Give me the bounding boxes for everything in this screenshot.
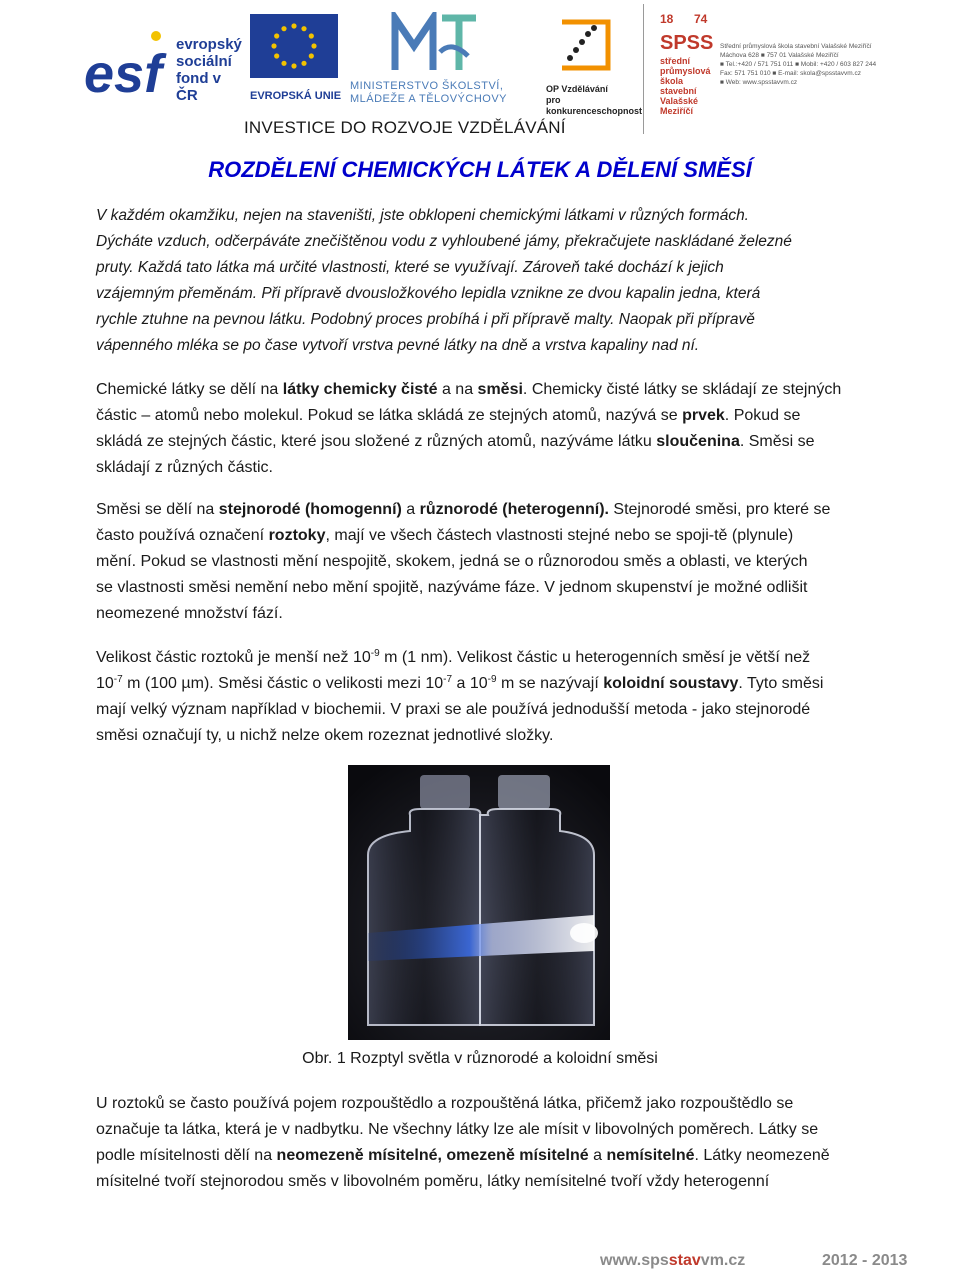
eu-star-icon	[301, 26, 306, 31]
spss-sub3: Valašské Meziříčí	[660, 96, 699, 116]
intro-line: vápenného mléka se po čase vytvoří vrstva pevné látky na dně a vrstva kapaliny nad ní.	[96, 337, 700, 354]
paragraph-solvents	[96, 1091, 876, 1195]
msmt-logo	[350, 10, 550, 110]
msmt-line2: MLÁDEŽE A TĚLOVÝCHOVY	[350, 93, 508, 105]
page-title: ROZDĚLENÍ CHEMICKÝCH LÁTEK A DĚLENÍ SMĚSÍ	[208, 157, 752, 182]
msmt-text	[350, 80, 560, 106]
paragraph-mixtures	[96, 497, 876, 627]
paragraph-line: směsi označují ty, u nichž nelze okem rozeznat jednotlivé složky.	[96, 727, 554, 744]
intro-line: pruty. Každá tato látka má určité vlastnosti, které se využívají. Zároveň také dochází k jejich	[96, 259, 724, 276]
page-footer	[0, 1240, 960, 1280]
spss-year-left: 18	[660, 12, 674, 26]
eu-flag-icon	[250, 14, 338, 78]
eu-star-icon	[274, 33, 279, 38]
intro-line: Dýcháte vzduch, odčerpáváte znečištěnou vodu z vyhloubené jámy, překračujete naskládané železné	[96, 233, 792, 250]
spss-mark	[660, 12, 714, 116]
paragraph-line: neomezené množství fází.	[96, 605, 283, 622]
paragraph-line: Směsi se dělí na stejnorodé (homogenní) a různorodé (heterogenní). Stejnorodé směsi, pro které se	[96, 501, 831, 518]
paragraph-line: Velikost částic roztoků je menší než $10^{-9}$ m (1 nm). Velikost částic u heterogenních směsí je větší než	[96, 648, 811, 666]
op-line2: pro konkurenceschopnost	[546, 95, 643, 116]
op-line1: OP Vzdělávání	[546, 84, 608, 94]
eu-star-icon	[309, 33, 314, 38]
eu-star-icon	[271, 43, 276, 48]
esf-line2: sociální	[176, 53, 232, 70]
header-divider	[643, 4, 644, 134]
esf-text	[176, 36, 242, 104]
eu-logo	[250, 14, 350, 110]
msmt-line1: MINISTERSTVO ŠKOLSTVÍ,	[350, 80, 504, 92]
paragraph-line: skládají z různých částic.	[96, 459, 273, 476]
paragraph-classification	[96, 377, 876, 481]
esf-line3: fond v ČR	[176, 70, 221, 104]
spss-year-right: 74	[694, 12, 708, 26]
paragraph-line: Chemické látky se dělí na látky chemicky čisté a na směsi. Chemicky čisté látky se skládají ze stejných	[96, 381, 842, 398]
paragraph-line: skládá ze stejných částic, které jsou složené z různých atomů, nazýváme látku sloučenina. Směsi se	[96, 433, 815, 450]
paragraph-line: částic – atomů nebo molekul. Pokud se látka skládá ze stejných atomů, nazývá se prvek. Pokud se	[96, 407, 801, 424]
spss-info-line: ■ Web: www.spsstavvm.cz	[720, 79, 798, 86]
intro-line: vzájemným přeměnám. Při přípravě dvousložkového lepidla vznikne ze dvou kapalin jedna, která	[96, 285, 761, 302]
paragraph-line: mění. Pokud se vlastnosti mění nespojitě, skokem, jedná se o různorodou směs a oblasti, ve kterých	[96, 553, 808, 570]
op-logo	[546, 14, 646, 116]
svg-text:esf: esf	[84, 44, 163, 104]
spss-sub2: škola stavební	[660, 76, 697, 96]
eu-star-icon	[311, 43, 316, 48]
header-logos	[80, 10, 900, 116]
figure-caption: Obr. 1 Rozptyl světla v různorodé a koloidní směsi	[302, 1050, 658, 1067]
spss-logo	[660, 12, 900, 116]
spss-sub1: střední průmyslová	[660, 56, 711, 76]
paragraph-line: často používá označení roztoky, mají ve všech částech vlastnosti stejné nebo se spoji-tě (plynule)	[96, 527, 794, 544]
eu-star-icon	[291, 63, 296, 68]
paragraph-particle-size	[96, 645, 876, 749]
msmt-mark-icon	[390, 12, 480, 76]
spss-info-line: Fax: 571 751 010 ■ E-mail: skola@spsstavvm.cz	[720, 70, 861, 77]
investice-tagline: INVESTICE DO ROZVOJE VZDĚLÁVÁNÍ	[244, 118, 566, 137]
paragraph-line: podle mísitelnosti dělí na neomezeně mísitelné, omezeně mísitelné a nemísitelné. Látky neomezeně	[96, 1147, 830, 1164]
paragraph-line: $10^{-7}$ m (100 µm). Směsi částic o velikosti mezi $10^{-7}$ a $10^{-9}$ m se nazývají koloidní soustavy. Tyto směsi	[96, 674, 824, 692]
eu-label: EVROPSKÁ UNIE	[250, 90, 342, 102]
spss-contact-info	[720, 42, 910, 87]
paragraph-line: mají velký význam například v biochemii. V praxi se ale používá jednodušší metoda - jako stejnorodé	[96, 701, 811, 718]
footer-url: www.spsstavvm.cz	[600, 1252, 746, 1269]
footer-year: 2012 - 2013	[822, 1252, 908, 1269]
eu-star-icon	[291, 23, 296, 28]
op-text	[546, 84, 656, 117]
paragraph-line: označuje ta látka, která je v nadbytku. Ne všechny látky lze ale mísit v libovolných poměrech. Látky se	[96, 1121, 819, 1138]
spss-sub	[660, 56, 716, 116]
intro-line: V každém okamžiku, nejen na staveništi, jste obklopeni chemickými látkami v různých formách.	[96, 207, 749, 224]
esf-line1: evropský	[176, 36, 242, 53]
paragraph-line: mísitelné tvoří stejnorodou směs v libovolném poměru, látky nemísitelné tvoří vždy heterogenní	[96, 1173, 770, 1190]
op-mark-icon	[554, 14, 616, 76]
esf-logo	[80, 14, 240, 110]
paragraph-line: se vlastnosti směsi nemění nebo mění spojitě, nazýváme fáze. V jednom skupenství je možné odlišit	[96, 579, 808, 596]
spss-info-line: ■ Tel.:+420 / 571 751 011 ■ Mobil: +420 / 603 827 244	[720, 61, 877, 68]
intro-paragraph	[96, 203, 876, 359]
light-scattering-photo	[348, 765, 610, 1040]
eu-star-icon	[281, 61, 286, 66]
esf-mark-icon	[80, 14, 170, 110]
intro-line: rychle ztuhne na pevnou látku. Podobný proces probíhá i při přípravě malty. Naopak při přípravě	[96, 311, 755, 328]
eu-star-icon	[281, 26, 286, 31]
eu-star-icon	[274, 53, 279, 58]
spss-brand: SPSS	[660, 32, 714, 54]
eu-star-icon	[309, 53, 314, 58]
paragraph-line: U roztoků se často používá pojem rozpouštědlo a rozpouštěná látka, přičemž jako rozpouštědlo se	[96, 1095, 794, 1112]
spss-info-line: Střední průmyslová škola stavební Valašské Meziříčí	[720, 43, 872, 50]
spss-info-line: Máchova 628 ■ 757 01 Valašské Meziříčí	[720, 52, 839, 59]
eu-star-icon	[301, 61, 306, 66]
